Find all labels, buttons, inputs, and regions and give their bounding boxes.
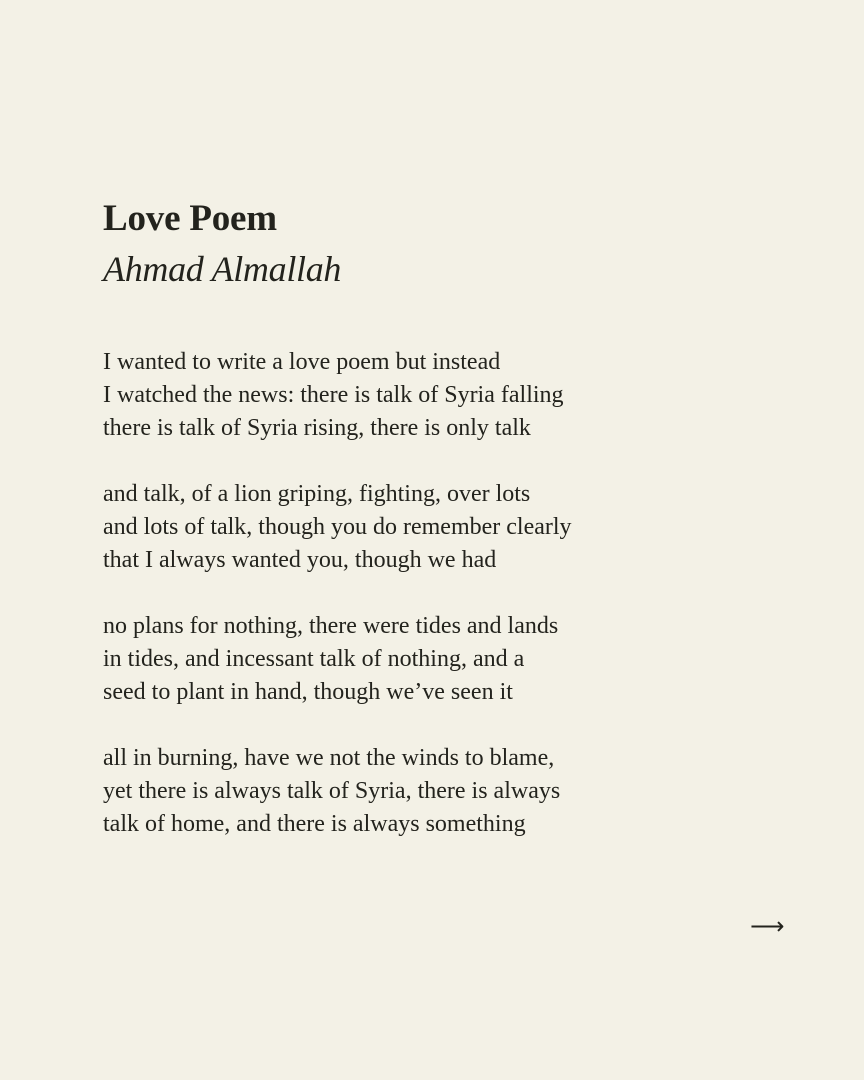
poem-author: Ahmad Almallah [103, 249, 342, 289]
poem-page [103, 196, 783, 874]
poem-line: all in burning, have we not the winds to blame, [103, 745, 555, 771]
stanza-1 [103, 346, 783, 445]
poem-line: there is talk of Syria rising, there is only talk [103, 415, 531, 441]
poem-line: no plans for nothing, there were tides and lands [103, 613, 559, 639]
poem-title: Love Poem [103, 198, 277, 239]
poem-line: in tides, and incessant talk of nothing, and a [103, 646, 525, 672]
poem-line: talk of home, and there is always something [103, 811, 526, 837]
poem-line: that I always wanted you, though we had [103, 547, 497, 573]
poem-line: I watched the news: there is talk of Syria falling [103, 382, 564, 408]
arrow-right-icon[interactable]: ⟶ [750, 912, 785, 940]
poem-body [103, 346, 783, 841]
stanza-4 [103, 742, 783, 841]
poem-line: yet there is always talk of Syria, there is always [103, 778, 561, 804]
stanza-3 [103, 610, 783, 709]
poem-line: seed to plant in hand, though we’ve seen it [103, 679, 513, 705]
poem-line: and talk, of a lion griping, fighting, over lots [103, 481, 531, 507]
poem-line: I wanted to write a love poem but instead [103, 349, 501, 375]
poem-line: and lots of talk, though you do remember clearly [103, 514, 572, 540]
stanza-2 [103, 478, 783, 577]
